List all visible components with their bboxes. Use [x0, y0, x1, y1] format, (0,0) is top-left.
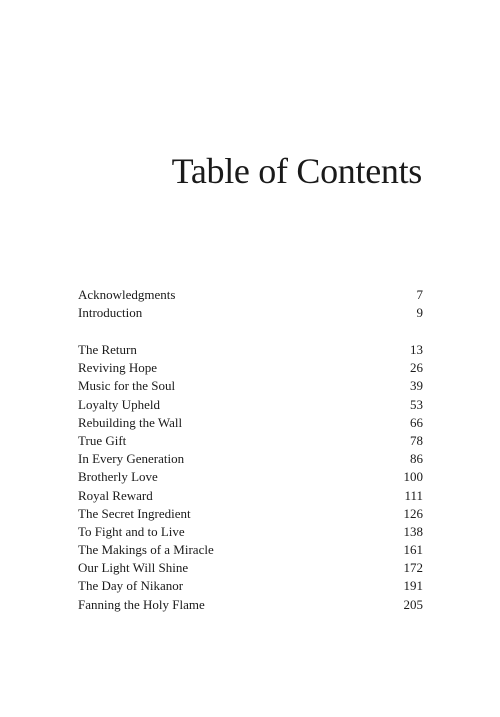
entry-title: The Secret Ingredient: [78, 505, 191, 521]
entry-page-number: 100: [403, 469, 423, 485]
chapter-entry: [78, 559, 423, 577]
entry-page-number: 191: [403, 578, 423, 594]
entry-title: Rebuilding the Wall: [78, 414, 183, 430]
chapter-entry: [78, 468, 423, 486]
entry-page-number: 13: [410, 342, 423, 357]
entry-page-number: 66: [410, 414, 423, 430]
front-matter-entry: [78, 304, 423, 322]
entry-page-number: 9: [416, 305, 423, 321]
entry-page-number: 111: [404, 487, 423, 503]
entry-title: Royal Reward: [78, 487, 153, 503]
entry-page-number: 161: [403, 542, 423, 558]
entry-page-number: 78: [410, 432, 423, 448]
chapter-entry: [78, 359, 423, 377]
front-matter-entry: [78, 286, 423, 304]
entry-page-number: 39: [410, 378, 423, 394]
entry-page-number: 7: [416, 287, 423, 302]
entry-page-number: 53: [410, 396, 423, 412]
entry-title: Loyalty Upheld: [78, 396, 160, 412]
chapter-entry: [78, 541, 423, 559]
entry-title: True Gift: [78, 432, 127, 448]
chapter-entry: [78, 341, 423, 359]
chapter-entry: [78, 505, 423, 523]
entry-title: Introduction: [78, 305, 143, 321]
chapter-entry: [78, 396, 423, 414]
entry-title: Reviving Hope: [78, 360, 158, 376]
chapter-entry: [78, 414, 423, 432]
entry-title: In Every Generation: [78, 451, 185, 467]
entry-title: Brotherly Love: [78, 469, 158, 485]
entry-page-number: 205: [403, 596, 423, 612]
entry-title: The Makings of a Miracle: [78, 542, 214, 558]
entry-title: Acknowledgments: [78, 287, 176, 302]
entry-title: Music for the Soul: [78, 378, 176, 394]
entry-page-number: 138: [403, 523, 423, 539]
chapter-entry: [78, 450, 423, 468]
entry-title: The Day of Nikanor: [78, 578, 184, 594]
page-title: Table of Contents: [171, 151, 422, 191]
entry-page-number: 26: [410, 360, 423, 376]
chapter-entry: [78, 487, 423, 505]
entry-title: Our Light Will Shine: [78, 560, 189, 576]
entry-title: To Fight and to Live: [78, 523, 185, 539]
chapter-entry: [78, 523, 423, 541]
entry-page-number: 172: [403, 560, 423, 576]
chapter-entry: [78, 377, 423, 395]
entry-title: Fanning the Holy Flame: [78, 596, 205, 612]
chapter-entry: [78, 596, 423, 614]
chapter-entry: [78, 577, 423, 595]
chapter-list: [78, 341, 423, 614]
entry-page-number: 126: [403, 505, 423, 521]
entry-page-number: 86: [410, 451, 423, 467]
entry-title: The Return: [78, 342, 137, 357]
front-matter-list: [78, 286, 423, 322]
chapter-entry: [78, 432, 423, 450]
